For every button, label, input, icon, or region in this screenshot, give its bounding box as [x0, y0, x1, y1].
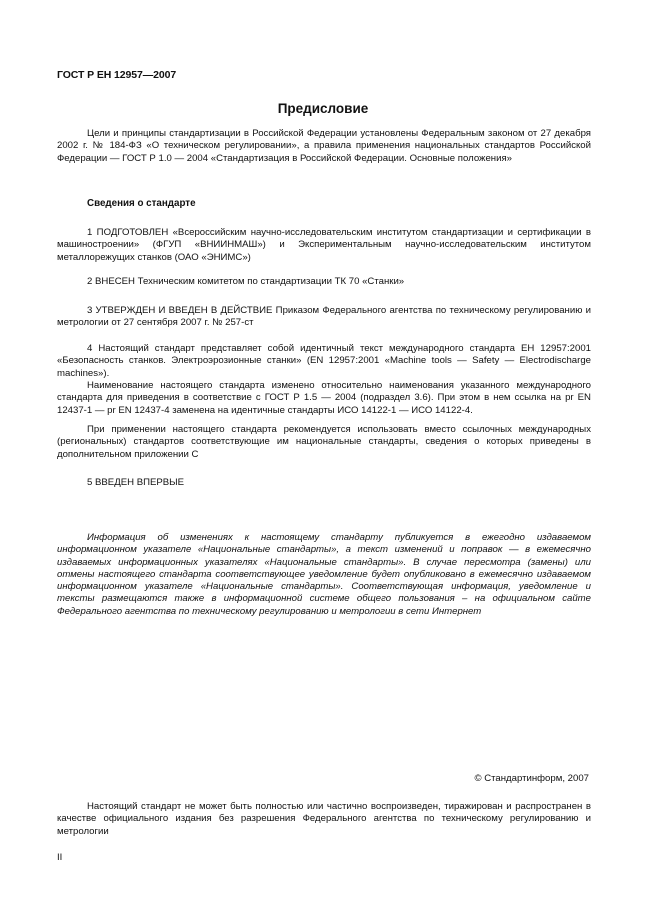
item-3-paragraph: 3 УТВЕРЖДЕН И ВВЕДЕН В ДЕЙСТВИЕ Приказом Федерального агентства по техническому регулированию и метрологии от 27 сентября 2007 г. № 257-ст: [57, 305, 591, 329]
reproduction-notice: Настоящий стандарт не может быть полностью или частично воспроизведен, тиражирован и распространен в качестве официального издания без разрешения Федерального агентства по техническому регулированию и метрологии: [57, 801, 591, 837]
item-5-paragraph: 5 ВВЕДЕН ВПЕРВЫЕ: [87, 477, 185, 488]
intro-paragraph: Цели и принципы стандартизации в Российской Федерации установлены Федеральным законом от 27 декабря 2002 г. № 184-ФЗ «О техническом регулировании», а правила применения национальных стандартов Российской Федерации — ГОСТ Р 1.0 — 2004 «Стандартизация в Российской Федерации. Основные положения»: [57, 128, 591, 164]
section-heading: Сведения о стандарте: [87, 198, 196, 209]
item-4-usage-paragraph: При применении настоящего стандарта рекомендуется использовать вместо ссылочных международных (региональных) стандартов соответствующие им национальные стандарты, сведения о которых приведены в дополнительном приложении С: [57, 424, 591, 460]
document-code-header: ГОСТ Р ЕН 12957—2007: [57, 69, 177, 81]
item-4-paragraph: 4 Настоящий стандарт представляет собой идентичный текст международного стандарта ЕН 12957:2001 «Безопасность станков. Электроэрозионные станки» (EN 12957:2001 «Machine tools — Safety — Electrodischarge machines»).: [57, 343, 591, 379]
item-2-paragraph: 2 ВНЕСЕН Техническим комитетом по стандартизации ТК 70 «Станки»: [87, 276, 405, 287]
item-1-paragraph: 1 ПОДГОТОВЛЕН «Всероссийским научно-исследовательским институтом стандартизации и сертификации в машиностроении» (ФГУП «ВНИИНМАШ») и Экспериментальным научно-исследовательским институтом металлорежущих станков (ОАО «ЭНИМС»): [57, 227, 591, 263]
notice-paragraph: Информация об изменениях к настоящему стандарту публикуется в ежегодно издаваемом информационном указателе «Национальные стандарты», а текст изменений и поправок — в ежемесячно издаваемых информационных указателях «Национальные стандарты». В случае пересмотра (замены) или отмены настоящего стандарта соответствующее уведомление будет опубликовано в ежемесячно издаваемом информационном указателе «Национальные стандарты». Соответствующая информация, уведомление и тексты размещаются также в информационной системе общего пользования – на официальном сайте Федерального агентства по техническому регулированию и метрологии в сети Интернет: [57, 532, 591, 617]
page-number: II: [57, 852, 63, 863]
copyright-line: © Стандартинформ, 2007: [474, 773, 589, 784]
item-4-rename-paragraph: Наименование настоящего стандарта изменено относительно наименования указанного международного стандарта для приведения в соответствие с ГОСТ Р 1.5 — 2004 (подраздел 3.6). При этом в нем ссылка на pr EN 12437-1 — pr EN 12437-4 заменена на идентичные стандарты ИСО 14122-1 — ИСО 14122-4.: [57, 380, 591, 416]
page-title: Предисловие: [277, 101, 369, 116]
